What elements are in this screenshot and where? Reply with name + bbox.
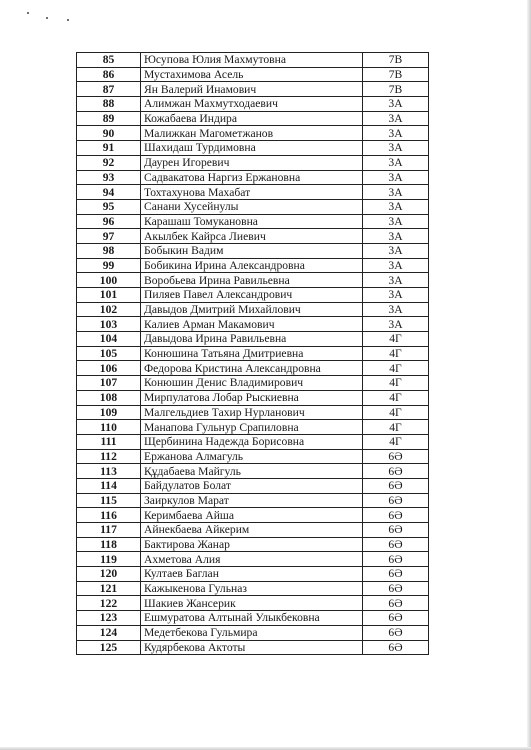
row-number: 101 bbox=[77, 288, 141, 303]
table-row bbox=[77, 53, 429, 68]
student-name: Култаев Баглан bbox=[141, 567, 363, 582]
student-name: Кудярбекова Актоты bbox=[141, 640, 363, 655]
table-row bbox=[77, 596, 429, 611]
row-number: 87 bbox=[77, 82, 141, 97]
row-number: 104 bbox=[77, 332, 141, 347]
student-name: Керимбаева Айша bbox=[141, 508, 363, 523]
row-number: 113 bbox=[77, 464, 141, 479]
student-name: Даурен Игоревич bbox=[141, 155, 363, 170]
table-row bbox=[77, 361, 429, 376]
class-grade: 4Г bbox=[363, 390, 429, 405]
class-grade: 4Г bbox=[363, 346, 429, 361]
row-number: 98 bbox=[77, 243, 141, 258]
student-name: Бобыкин Вадим bbox=[141, 243, 363, 258]
table-row bbox=[77, 346, 429, 361]
table-row bbox=[77, 258, 429, 273]
student-name: Санани Хусейнулы bbox=[141, 199, 363, 214]
table-row bbox=[77, 523, 429, 538]
student-name: Садвакатова Наргиз Ержановна bbox=[141, 170, 363, 185]
row-number: 108 bbox=[77, 390, 141, 405]
table-row bbox=[77, 288, 429, 303]
row-number: 118 bbox=[77, 537, 141, 552]
table-row bbox=[77, 185, 429, 200]
student-name: Шахидаш Турдимовна bbox=[141, 141, 363, 156]
class-grade: 6Ә bbox=[363, 464, 429, 479]
row-number: 106 bbox=[77, 361, 141, 376]
class-grade: 6Ә bbox=[363, 567, 429, 582]
student-name: Давыдов Дмитрий Михайлович bbox=[141, 302, 363, 317]
student-name: Мирпулатова Лобар Рыскиевна bbox=[141, 390, 363, 405]
class-grade: 6Ә bbox=[363, 640, 429, 655]
student-name: Алимжан Махмутходаевич bbox=[141, 97, 363, 112]
class-grade: 6Ә bbox=[363, 493, 429, 508]
student-name: Федорова Кристина Александровна bbox=[141, 361, 363, 376]
student-roster-table bbox=[76, 52, 429, 655]
student-name: Тохтахунова Махабат bbox=[141, 185, 363, 200]
table-row bbox=[77, 464, 429, 479]
student-name: Ян Валерий Инамович bbox=[141, 82, 363, 97]
row-number: 114 bbox=[77, 478, 141, 493]
row-number: 102 bbox=[77, 302, 141, 317]
row-number: 119 bbox=[77, 552, 141, 567]
class-grade: 6Ә bbox=[363, 596, 429, 611]
class-grade: 3А bbox=[363, 258, 429, 273]
row-number: 100 bbox=[77, 273, 141, 288]
class-grade: 3А bbox=[363, 155, 429, 170]
row-number: 112 bbox=[77, 449, 141, 464]
table-row bbox=[77, 420, 429, 435]
class-grade: 6Ә bbox=[363, 611, 429, 626]
student-name: Айнекбаева Айкерим bbox=[141, 523, 363, 538]
table-row bbox=[77, 214, 429, 229]
table-row bbox=[77, 332, 429, 347]
student-name: Бобикина Ирина Александровна bbox=[141, 258, 363, 273]
table-row bbox=[77, 390, 429, 405]
row-number: 105 bbox=[77, 346, 141, 361]
class-grade: 3А bbox=[363, 199, 429, 214]
student-name: Воробьева Ирина Равильевна bbox=[141, 273, 363, 288]
table-row bbox=[77, 508, 429, 523]
class-grade: 3А bbox=[363, 185, 429, 200]
student-name: Заиркулов Марат bbox=[141, 493, 363, 508]
class-grade: 3А bbox=[363, 214, 429, 229]
student-name: Давыдова Ирина Равильевна bbox=[141, 332, 363, 347]
table-row bbox=[77, 170, 429, 185]
row-number: 125 bbox=[77, 640, 141, 655]
row-number: 107 bbox=[77, 376, 141, 391]
table-row bbox=[77, 302, 429, 317]
table-row bbox=[77, 567, 429, 582]
row-number: 95 bbox=[77, 199, 141, 214]
table-row bbox=[77, 317, 429, 332]
class-grade: 3А bbox=[363, 288, 429, 303]
student-name: Малгельдиев Тахир Нурланович bbox=[141, 405, 363, 420]
row-number: 99 bbox=[77, 258, 141, 273]
row-number: 92 bbox=[77, 155, 141, 170]
row-number: 94 bbox=[77, 185, 141, 200]
class-grade: 4Г bbox=[363, 332, 429, 347]
student-name: Құдабаева Майгуль bbox=[141, 464, 363, 479]
student-name: Акылбек Кайрса Лиевич bbox=[141, 229, 363, 244]
class-grade: 3А bbox=[363, 273, 429, 288]
class-grade: 7В bbox=[363, 67, 429, 82]
row-number: 117 bbox=[77, 523, 141, 538]
class-grade: 7В bbox=[363, 82, 429, 97]
student-name: Конюшина Татьяна Дмитриевна bbox=[141, 346, 363, 361]
row-number: 88 bbox=[77, 97, 141, 112]
student-name: Ешмуратова Алтынай Улыкбековна bbox=[141, 611, 363, 626]
table-row bbox=[77, 97, 429, 112]
student-name: Карашаш Томукановна bbox=[141, 214, 363, 229]
class-grade: 6Ә bbox=[363, 581, 429, 596]
student-name: Щербинина Надежда Борисовна bbox=[141, 434, 363, 449]
class-grade: 6Ә bbox=[363, 552, 429, 567]
row-number: 90 bbox=[77, 126, 141, 141]
row-number: 96 bbox=[77, 214, 141, 229]
student-name: Кожабаева Индира bbox=[141, 111, 363, 126]
table-row bbox=[77, 229, 429, 244]
student-name: Манапова Гульнур Срапиловна bbox=[141, 420, 363, 435]
student-name: Пиляев Павел Александрович bbox=[141, 288, 363, 303]
row-number: 121 bbox=[77, 581, 141, 596]
scan-speck bbox=[46, 17, 48, 19]
class-grade: 3А bbox=[363, 126, 429, 141]
class-grade: 3А bbox=[363, 141, 429, 156]
student-name: Байдулатов Болат bbox=[141, 478, 363, 493]
scan-speck bbox=[67, 19, 69, 21]
student-name: Бактирова Жанар bbox=[141, 537, 363, 552]
table-row bbox=[77, 82, 429, 97]
row-number: 109 bbox=[77, 405, 141, 420]
class-grade: 3А bbox=[363, 170, 429, 185]
table-row bbox=[77, 67, 429, 82]
table-row bbox=[77, 243, 429, 258]
class-grade: 6Ә bbox=[363, 508, 429, 523]
class-grade: 6Ә bbox=[363, 478, 429, 493]
class-grade: 6Ә bbox=[363, 537, 429, 552]
row-number: 91 bbox=[77, 141, 141, 156]
row-number: 124 bbox=[77, 625, 141, 640]
student-name: Медетбекова Гульмира bbox=[141, 625, 363, 640]
class-grade: 3А bbox=[363, 97, 429, 112]
student-name: Ахметова Алия bbox=[141, 552, 363, 567]
class-grade: 6Ә bbox=[363, 449, 429, 464]
table-row bbox=[77, 640, 429, 655]
table-row bbox=[77, 581, 429, 596]
student-name: Мустахимова Асель bbox=[141, 67, 363, 82]
class-grade: 4Г bbox=[363, 434, 429, 449]
row-number: 123 bbox=[77, 611, 141, 626]
class-grade: 4Г bbox=[363, 405, 429, 420]
class-grade: 3А bbox=[363, 229, 429, 244]
row-number: 86 bbox=[77, 67, 141, 82]
row-number: 122 bbox=[77, 596, 141, 611]
class-grade: 6Ә bbox=[363, 625, 429, 640]
table-row bbox=[77, 449, 429, 464]
row-number: 120 bbox=[77, 567, 141, 582]
class-grade: 7В bbox=[363, 53, 429, 68]
row-number: 97 bbox=[77, 229, 141, 244]
table-row bbox=[77, 111, 429, 126]
student-name: Юсупова Юлия Махмутовна bbox=[141, 53, 363, 68]
row-number: 89 bbox=[77, 111, 141, 126]
table-row bbox=[77, 376, 429, 391]
table-row bbox=[77, 552, 429, 567]
class-grade: 3А bbox=[363, 243, 429, 258]
student-name: Шакиев Жансерик bbox=[141, 596, 363, 611]
table-row bbox=[77, 625, 429, 640]
row-number: 103 bbox=[77, 317, 141, 332]
class-grade: 6Ә bbox=[363, 523, 429, 538]
row-number: 111 bbox=[77, 434, 141, 449]
table-row bbox=[77, 141, 429, 156]
row-number: 85 bbox=[77, 53, 141, 68]
table-row bbox=[77, 273, 429, 288]
class-grade: 4Г bbox=[363, 361, 429, 376]
row-number: 116 bbox=[77, 508, 141, 523]
student-name: Ержанова Алмагуль bbox=[141, 449, 363, 464]
student-name: Кажыкенова Гульназ bbox=[141, 581, 363, 596]
row-number: 115 bbox=[77, 493, 141, 508]
class-grade: 3А bbox=[363, 317, 429, 332]
table-row bbox=[77, 126, 429, 141]
table-row bbox=[77, 405, 429, 420]
page-edge-shadow bbox=[527, 0, 531, 750]
table-row bbox=[77, 537, 429, 552]
class-grade: 3А bbox=[363, 302, 429, 317]
student-name: Калиев Арман Макамович bbox=[141, 317, 363, 332]
class-grade: 4Г bbox=[363, 376, 429, 391]
class-grade: 4Г bbox=[363, 420, 429, 435]
table-row bbox=[77, 611, 429, 626]
roster-body bbox=[77, 53, 429, 655]
class-grade: 3А bbox=[363, 111, 429, 126]
table-row bbox=[77, 493, 429, 508]
student-name: Малижкан Магометжанов bbox=[141, 126, 363, 141]
table-row bbox=[77, 478, 429, 493]
table-row bbox=[77, 155, 429, 170]
table-row bbox=[77, 434, 429, 449]
table-row bbox=[77, 199, 429, 214]
student-name: Конюшин Денис Владимирович bbox=[141, 376, 363, 391]
scan-speck bbox=[27, 12, 29, 14]
row-number: 110 bbox=[77, 420, 141, 435]
row-number: 93 bbox=[77, 170, 141, 185]
